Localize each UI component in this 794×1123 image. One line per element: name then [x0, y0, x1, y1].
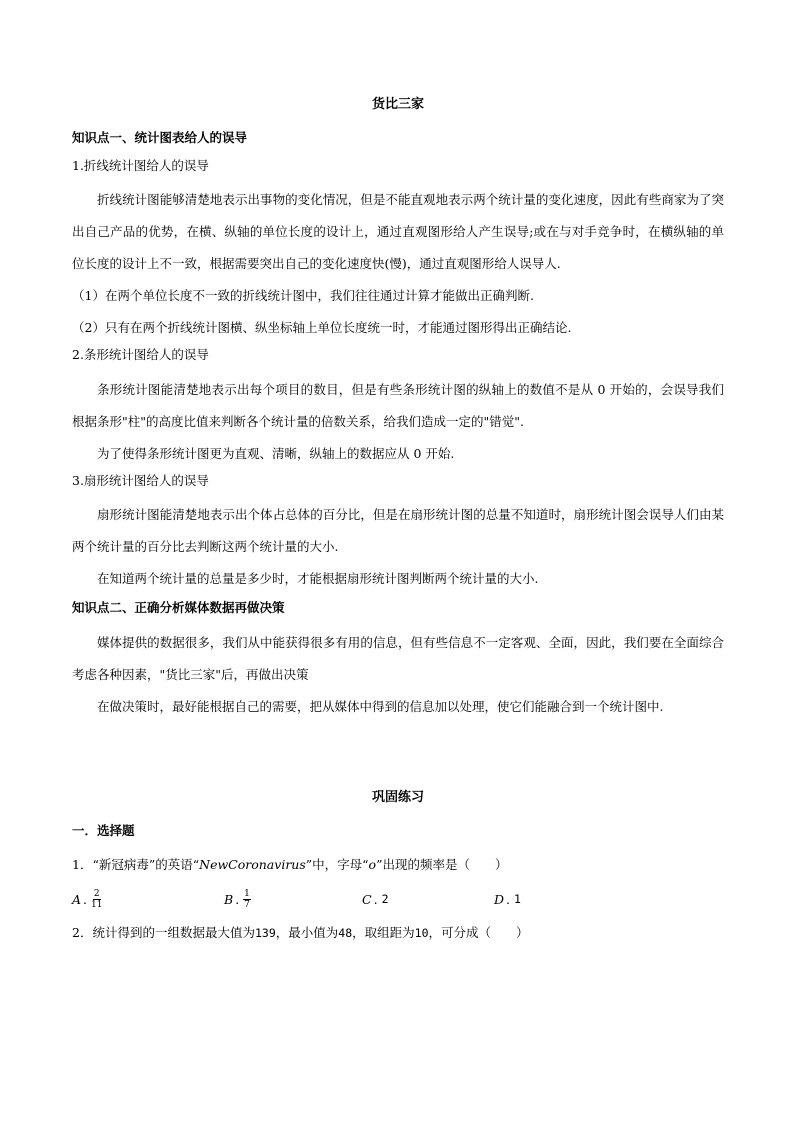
option-a[interactable]: A . $\frac{2}{11}$ [72, 888, 103, 910]
bar-chart-paragraph-2: 为了使得条形统计图更为直观、清晰，纵轴上的数据应从 0 开始. [97, 445, 455, 461]
question-1-options [72, 881, 724, 917]
practice-title: 巩固练习 [371, 789, 424, 805]
page-title: 货比三家 [371, 97, 424, 112]
line-chart-heading: 1.折线统计图给人的误导 [72, 157, 209, 173]
knowledge-point-2-heading: 知识点二、正确分析媒体数据再做决策 [72, 600, 285, 616]
document-page [72, 96, 724, 949]
question-2 [72, 917, 724, 949]
option-b-label: B [224, 891, 234, 907]
line-chart-paragraph: 折线统计图能够清楚地表示出事物的变化情况，但是不能直观地表示两个统计量的变化速度，因此有些商家为了突出自己产品的优势，在横、纵轴的单位长度的设计上，通过直观图形给人产生误导;或在与对手竞争时，在横纵轴的单位长度的设计上不一致，根据需要突出自己的变化速度快(慢)，通过直观图形给人误导人. [72, 192, 724, 272]
question-1-mid: ”中，字母“ [305, 857, 369, 873]
question-1-word: NewCoronavirus [199, 857, 306, 873]
option-b-numerator: 1 [244, 888, 250, 899]
question-1-letter: o [368, 857, 377, 873]
pie-chart-heading: 3.扇形统计图给人的误导 [72, 472, 209, 488]
option-d-label: D [494, 891, 505, 907]
question-1-prefix: 1．“新冠病毒”的英语“ [72, 857, 200, 873]
option-a-numerator: 2 [93, 888, 100, 899]
option-b[interactable]: B . $\frac{1}{7}$ [224, 888, 250, 910]
line-chart-point-2: （2）只有在两个折线统计图横、纵坐标轴上单位长度统一时，才能通过图形得出正确结论. [72, 320, 572, 336]
option-b-denominator: 7 [244, 899, 250, 910]
pie-chart-paragraph-1: 扇形统计图能清楚地表示出个体占总体的百分比，但是在扇形统计图的总量不知道时，扇形统计图会误导人们由某两个统计量的百分比去判断这两个统计量的大小. [72, 507, 724, 555]
option-c[interactable]: C . 2 [362, 891, 389, 907]
question-1 [72, 849, 724, 881]
line-chart-point-1: （1）在两个单位长度不一致的折线统计图中，我们往往通过计算才能做出正确判断. [72, 288, 534, 304]
question-1-suffix: ”出现的频率是（ ） [376, 857, 508, 873]
question-2-max-value: 139 [254, 926, 276, 941]
bar-chart-heading: 2.条形统计图给人的误导 [72, 347, 209, 363]
option-c-label: C [362, 891, 372, 907]
question-2-interval-value: 10 [414, 926, 429, 941]
question-2-part-3: ，取组距为 [352, 925, 415, 941]
pie-chart-paragraph-2: 在知道两个统计量的总量是多少时，才能根据扇形统计图判断两个统计量的大小. [97, 571, 539, 587]
option-d[interactable]: D . 1 [494, 891, 521, 907]
option-d-value: 1 [514, 892, 521, 907]
question-2-part-4: ，可分成（ ） [428, 925, 529, 941]
multiple-choice-heading: 一．选择题 [72, 822, 135, 838]
option-a-denominator: 11 [91, 899, 103, 910]
question-2-part-2: ，最小值为 [275, 925, 339, 941]
option-b-fraction [243, 889, 251, 910]
media-paragraph-2: 在做决策时，最好能根据自己的需要，把从媒体中得到的信息加以处理，使它们能融合到一个统计图中. [97, 698, 664, 714]
question-2-part-1: 2．统计得到的一组数据最大值为 [72, 925, 255, 941]
option-c-value: 2 [381, 892, 389, 907]
bar-chart-paragraph-1: 条形统计图能清楚地表示出每个项目的数目，但是有些条形统计图的纵轴上的数值不是从 0 开始的，会误导我们根据条形"柱"的高度比值来判断各个统计量的倍数关系，给我们造成一定的"错觉". [72, 381, 724, 429]
question-2-min-value: 48 [338, 926, 353, 941]
spacer [72, 723, 724, 789]
knowledge-point-1-heading: 知识点一、统计图表给人的误导 [72, 130, 248, 146]
media-paragraph-1: 媒体提供的数据很多，我们从中能获得很多有用的信息，但有些信息不一定客观、全面，因此，我们要在全面综合考虑各种因素，"货比三家"后，再做出决策 [72, 634, 724, 682]
option-a-label: A [72, 891, 82, 907]
option-a-fraction [91, 889, 102, 910]
